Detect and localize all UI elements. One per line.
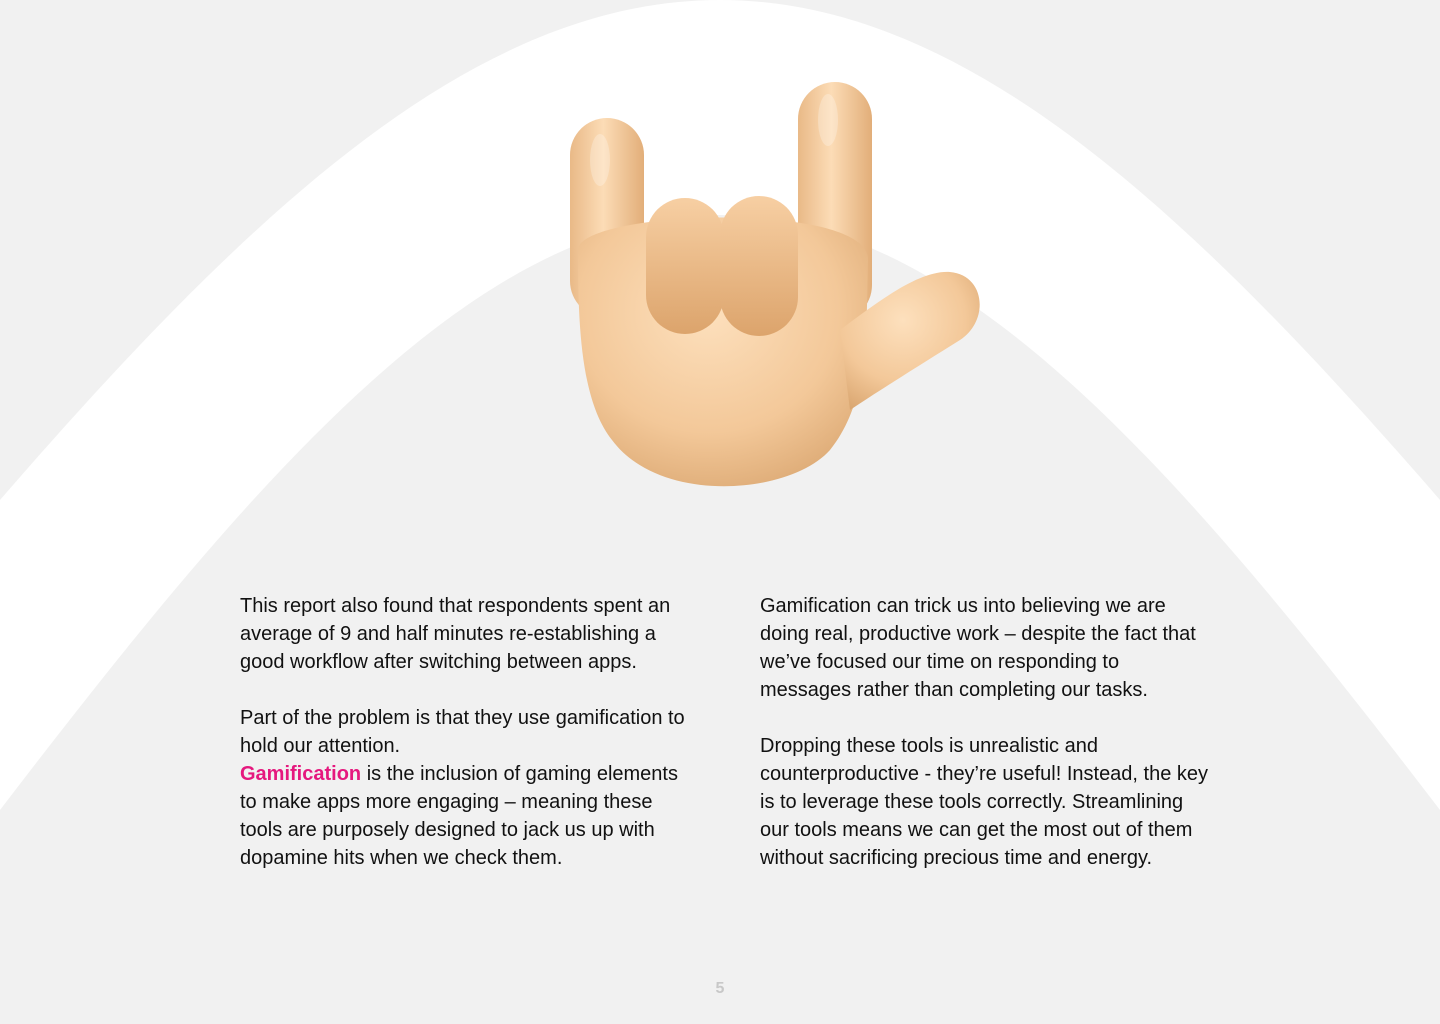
right-paragraph-2: Dropping these tools is unrealistic and counterproductive - they’re useful! Instead, the key is to leverage these tools correctly. Streamlining our tools means we can get the most out of them without sacrificing precious time and energy.: [760, 735, 1209, 869]
left-paragraph-2-intro: Part of the problem is that they use gamification to hold our attention.: [240, 707, 685, 757]
right-text-column: [760, 592, 1210, 900]
page-number: 5: [715, 980, 725, 997]
gamification-highlight: Gamification: [240, 763, 362, 785]
left-text-column: [240, 592, 690, 900]
left-paragraph-2-rest: is the inclusion of gaming elements to make apps more engaging – meaning these tools are purposely designed to jack us up with dopamine hits when we check them.: [240, 763, 678, 869]
left-paragraph-2: [240, 704, 690, 872]
right-paragraph-1: Gamification can trick us into believing we are doing real, productive work – despite the fact that we’ve focused our time on responding to messages rather than completing our tasks.: [760, 595, 1196, 701]
love-you-gesture-hand-icon: [540, 70, 1000, 510]
left-paragraph-1: This report also found that respondents spent an average of 9 and half minutes re-establishing a good workflow after switching between apps.: [240, 595, 671, 673]
